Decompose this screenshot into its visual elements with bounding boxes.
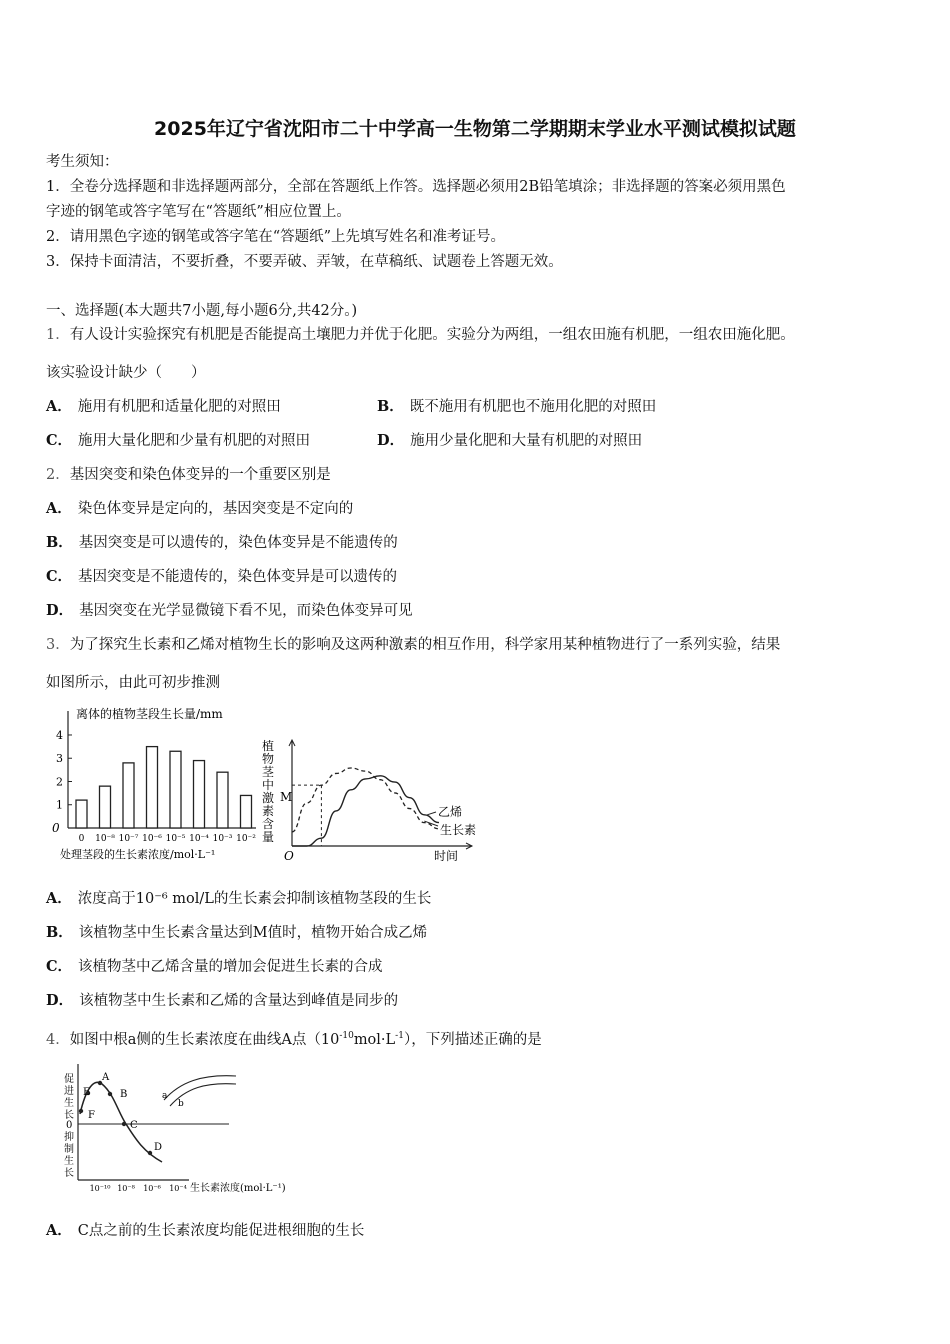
x-tick-label: 10⁻³	[212, 834, 233, 844]
option-key: B．	[377, 398, 404, 415]
question-1-stem	[46, 326, 795, 344]
auxin-response-chart	[44, 1060, 304, 1200]
x-tick-label: 10⁻⁴	[169, 1184, 187, 1193]
bar	[147, 747, 158, 828]
curve-point	[79, 1109, 83, 1113]
root-outline-upper	[164, 1076, 236, 1100]
notice-item: 2．请用黑色字迹的钢笔或答字笔在“答题纸”上先填写姓名和准考证号。	[46, 229, 506, 245]
q2-option-b[interactable]	[46, 534, 398, 552]
point-label: B	[120, 1089, 128, 1100]
series-label-auxin: 生长素	[440, 823, 477, 837]
m-mark-label: M	[280, 790, 293, 804]
q1-option-c[interactable]	[46, 432, 310, 450]
bar	[100, 786, 111, 828]
y-tick-label: 1	[56, 798, 63, 812]
x-tick-label: 10⁻²	[236, 834, 256, 844]
q1-option-a[interactable]	[46, 398, 281, 416]
question-2-stem	[46, 466, 331, 484]
question-text: 如图中根a侧的生长素浓度在曲线A点（10	[69, 1031, 340, 1048]
x-tick-label: 10⁻⁶	[143, 1184, 161, 1193]
notice-item: 3．保持卡面清洁，不要折叠，不要弄破、弄皱，在草稿纸、试题卷上答题无效。	[46, 254, 563, 270]
point-label: D	[154, 1142, 163, 1153]
curve-point	[122, 1122, 126, 1126]
point-label: C	[130, 1120, 138, 1131]
question-text: 有人设计实验探究有机肥是否能提高土壤肥力并优于化肥。实验分为两组，一组农田施有机肥，一组农田施化肥。	[69, 327, 795, 343]
q3-option-b[interactable]	[46, 924, 427, 942]
option-text: 施用少量化肥和大量有机肥的对照田	[410, 433, 643, 449]
option-key: A．	[46, 890, 72, 907]
series-label-ethylene: 乙烯	[438, 805, 463, 819]
question-number: 2．	[46, 467, 70, 483]
chart-xlabel: 生长素浓度(mol·L⁻¹)	[190, 1183, 286, 1194]
point-label: E	[83, 1087, 91, 1098]
question-1-stem-cont: 该实验设计缺少（ ）	[46, 365, 206, 381]
superscript: -10	[339, 1031, 354, 1041]
x-tick-label: 10⁻⁴	[189, 834, 209, 844]
question-3-stem-cont: 如图所示，由此可初步推测	[46, 675, 220, 691]
option-key: A．	[46, 398, 72, 415]
q1-option-d[interactable]	[377, 432, 642, 450]
q4-option-a[interactable]	[46, 1222, 364, 1240]
x-tick-label: 0	[78, 834, 85, 844]
option-key: C．	[46, 432, 73, 449]
option-key: A．	[46, 1222, 72, 1239]
option-text: 该植物茎中生长素含量达到M值时，植物开始合成乙烯	[78, 925, 428, 941]
x-tick-label: 10⁻⁷	[118, 834, 139, 844]
option-text: C点之前的生长素浓度均能促进根细胞的生长	[77, 1223, 365, 1239]
option-key: C．	[46, 958, 73, 975]
bar	[241, 795, 252, 828]
zero-label: 0	[66, 1120, 73, 1131]
option-text: 染色体变异是定向的，基因突变是不定向的	[77, 501, 354, 517]
option-key: C．	[46, 568, 73, 585]
q2-option-d[interactable]	[46, 602, 413, 620]
x-tick-label: 10⁻⁵	[165, 834, 186, 844]
option-key: A．	[46, 500, 72, 517]
y-tick-label: 4	[56, 728, 63, 742]
x-tick-label: 10⁻¹⁰	[89, 1184, 111, 1193]
chart-ylabel-top: 促进生长	[64, 1074, 74, 1121]
question-number: 4．	[46, 1031, 70, 1048]
hormone-line-chart	[258, 736, 488, 866]
question-number: 1．	[46, 327, 70, 343]
x-tick-label: 10⁻⁶	[142, 834, 162, 844]
notice-heading: 考生须知：	[46, 154, 119, 170]
growth-bar-chart	[44, 703, 259, 863]
question-4-stem	[46, 1027, 542, 1049]
q3-option-c[interactable]	[46, 958, 383, 976]
question-text: ），下列描述正确的是	[403, 1031, 542, 1048]
point-label: F	[88, 1110, 95, 1121]
bar	[76, 800, 87, 828]
bar-chart-xlabel: 处理茎段的生长素浓度/mol·L⁻¹	[60, 848, 216, 861]
bar	[170, 751, 181, 828]
q3-option-d[interactable]	[46, 992, 398, 1010]
question-text: 为了探究生长素和乙烯对植物生长的影响及这两种激素的相互作用，科学家用某种植物进行了一系列实验，结果	[69, 637, 781, 653]
option-text: 浓度高于10⁻⁶ mol/L的生长素会抑制该植物茎段的生长	[77, 891, 432, 907]
bar-layer	[52, 711, 256, 844]
question-text: mol·L	[353, 1031, 396, 1048]
y-tick-label: 3	[56, 752, 63, 766]
q2-option-c[interactable]	[46, 568, 397, 586]
option-key: D．	[46, 602, 74, 619]
bar	[123, 763, 134, 828]
x-tick-label: 10⁻⁸	[95, 834, 115, 844]
q2-option-a[interactable]	[46, 500, 353, 518]
q3-option-a[interactable]	[46, 890, 431, 908]
option-key: D．	[46, 992, 74, 1009]
option-text: 施用大量化肥和少量有机肥的对照田	[78, 433, 311, 449]
root-layer	[78, 1064, 236, 1193]
option-key: D．	[377, 432, 405, 449]
auxin-line	[292, 768, 439, 832]
option-text: 基因突变是可以遗传的，染色体变异是不能遗传的	[78, 535, 398, 551]
option-text: 该植物茎中乙烯含量的增加会促进生长素的合成	[78, 959, 383, 975]
option-key: B．	[46, 924, 73, 941]
page-title: 2025年辽宁省沈阳市二十中学高一生物第二学期期末学业水平测试模拟试题	[154, 118, 796, 140]
curve-point	[108, 1092, 112, 1096]
y-tick-label: 0	[52, 821, 60, 835]
option-text: 既不施用有机肥也不施用化肥的对照田	[409, 399, 657, 415]
notice-item: 字迹的钢笔或答字笔写在“答题纸”相应位置上。	[46, 204, 351, 220]
option-text: 基因突变在光学显微镜下看不见，而染色体变异可见	[79, 603, 413, 619]
ethylene-line	[292, 776, 439, 846]
origin-label: O	[284, 849, 294, 863]
ethylene-leader	[427, 812, 436, 815]
option-text: 该植物茎中生长素和乙烯的含量达到峰值是同步的	[79, 993, 399, 1009]
chart-ylabel: 植物茎中激素含量	[262, 739, 275, 844]
root-side-label: a	[162, 1091, 168, 1101]
q1-option-b[interactable]	[377, 398, 656, 416]
superscript: -1	[395, 1031, 404, 1041]
question-text: 基因突变和染色体变异的一个重要区别是	[69, 467, 331, 483]
y-tick-label: 2	[56, 775, 63, 789]
option-text: 基因突变是不能遗传的，染色体变异是可以遗传的	[78, 569, 398, 585]
chart-ylabel-bottom: 抑制生长	[64, 1132, 74, 1179]
point-label: A	[102, 1072, 110, 1083]
x-tick-label: 10⁻⁸	[117, 1184, 135, 1193]
question-number: 3．	[46, 637, 70, 653]
notice-item: 1．全卷分选择题和非选择题两部分，全部在答题纸上作答。选择题必须用2B铅笔填涂；非选择题的答案必须用黑色	[46, 179, 786, 195]
chart-xlabel: 时间	[434, 849, 459, 863]
question-3-stem	[46, 636, 780, 654]
curve-point	[148, 1151, 152, 1155]
root-side-label: b	[178, 1099, 184, 1109]
section-heading: 一、选择题(本大题共7小题,每小题6分,共42分。)	[46, 303, 358, 319]
option-text: 施用有机肥和适量化肥的对照田	[77, 399, 281, 415]
bar	[194, 761, 205, 828]
bar	[217, 772, 228, 828]
option-key: B．	[46, 534, 73, 551]
bar-chart-title: 离体的植物茎段生长量/mm	[76, 707, 223, 721]
